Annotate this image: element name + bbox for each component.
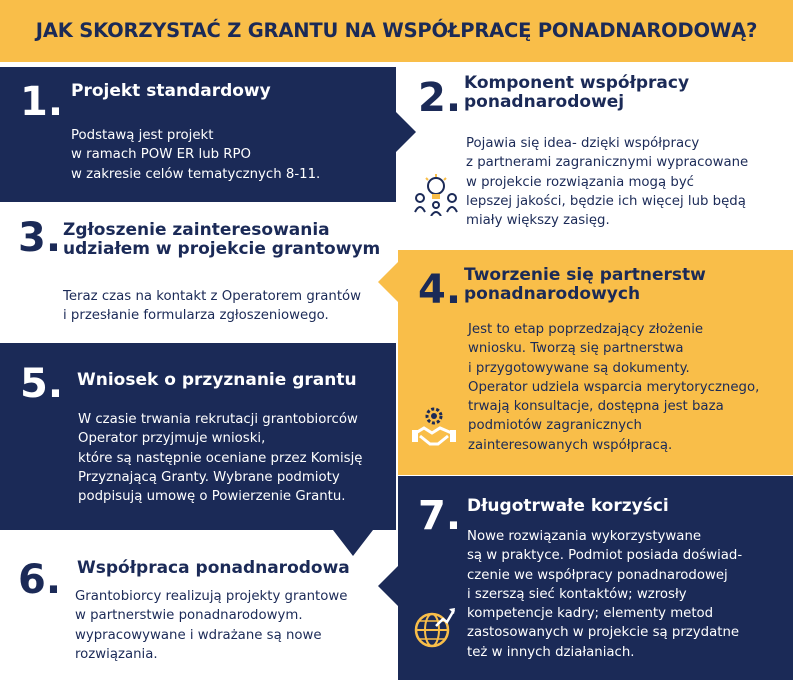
step-2-number: 2. — [418, 75, 462, 121]
step-1-arrow — [396, 112, 416, 152]
step-4-title: Tworzenie się partnerstw ponadnarodowych — [464, 265, 706, 304]
step-5-title: Wniosek o przyznanie grantu — [77, 370, 357, 390]
step-4-number: 4. — [418, 267, 462, 313]
idea-people-icon — [414, 172, 458, 216]
step-3-title: Zgłoszenie zainteresowania udziałem w projekcie grantowym — [63, 220, 381, 259]
step-5-number: 5. — [20, 361, 64, 407]
step-5-arrow — [333, 530, 373, 556]
step-6-number: 6. — [18, 557, 62, 603]
handshake-gear-icon — [412, 406, 456, 450]
step-5-body: W czasie trwania rekrutacji grantobiorców Operator przyjmuje wnioski, które są następnie oceniane przez Komisję Przyznającą Granty. Wybrane podmioty podpisują umowę o Powierzenie Grantu. — [78, 412, 363, 505]
step-2-body: Pojawia się idea- dzięki współpracy z partnerami zagranicznymi wypracowane w projekcie rozwiązania mogą być lepszej jakości, będzie ich więcej lub będą miały większy zasięg. — [466, 136, 749, 229]
globe-growth-icon — [412, 606, 456, 650]
step-4-body: Jest to etap poprzedzający złożenie wniosku. Tworzą się partnerstwa i przygotowywane są dokumenty. Operator udziela wsparcia merytorycznego, trwają konsultacje, dostępna jest baza podmiotów zagranicznych zainteresowanych współpracą. — [468, 322, 760, 453]
step-2-title: Komponent współpracy ponadnarodowej — [464, 73, 690, 112]
step-7-arrow — [378, 566, 398, 606]
step-6-title: Współpraca ponadnarodowa — [77, 558, 350, 578]
step-7-number: 7. — [418, 493, 462, 539]
step-6-body: Grantobiorcy realizują projekty grantowe w partnerstwie ponadnarodowym. wypracowywane i wdrażane są nowe rozwiązania. — [75, 589, 348, 662]
step-1-body: Podstawą jest projekt w ramach POW ER lub RPO w zakresie celów tematycznych 8-11. — [71, 128, 321, 182]
step-3-body: Teraz czas na kontakt z Operatorem grantów i przesłanie formularza zgłoszeniowego. — [63, 289, 362, 324]
step-3-number: 3. — [18, 215, 62, 261]
step-1-number: 1. — [20, 79, 64, 125]
step-1-title: Projekt standardowy — [71, 81, 271, 101]
page-title: JAK SKORZYSTAĆ Z GRANTU NA WSPÓŁPRACĘ PONADNARODOWĄ? — [35, 19, 758, 42]
step-7-title: Długotrwałe korzyści — [467, 496, 669, 516]
step-4-arrow — [378, 262, 398, 302]
step-7-body: Nowe rozwiązania wykorzystywane są w praktyce. Podmiot posiada doświad- czenie we współpracy ponadnarodowej i szerszą sieć kontaktów; wzrosły kompetencje kadry; elementy metod zastosowanych w projekcie są przydatne też w innych działaniach. — [467, 529, 743, 660]
